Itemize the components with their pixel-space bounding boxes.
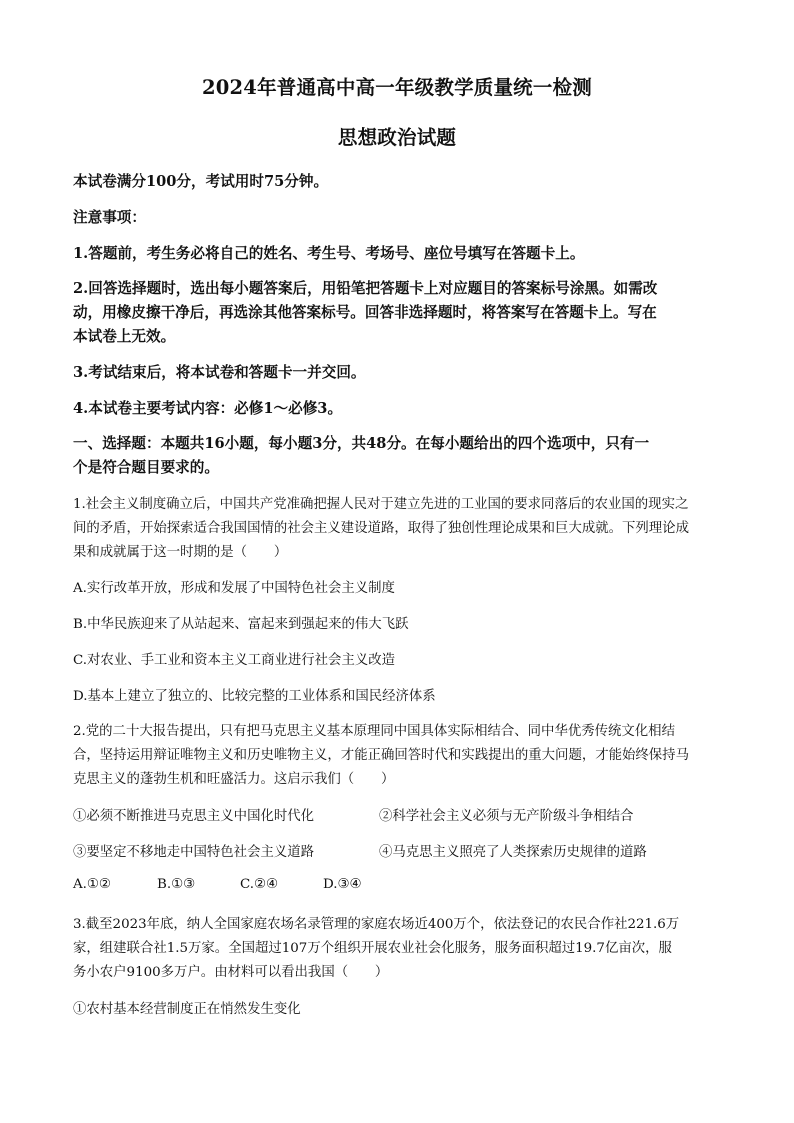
q1-stem-line-1: 1.社会主义制度确立后，中国共产党准确把握人民对于建立先进的工业国的要求同落后的农业国的现实之: [73, 497, 689, 512]
q2-statement-4: ④马克思主义照亮了人类探索历史规律的道路: [379, 845, 647, 860]
section-heading-line-1: 一、选择题：本题共16小题，每小题3分，共48分。在每小题给出的四个选项中，只有一: [73, 435, 650, 452]
note-item-2-line-3: 本试卷上无效。: [73, 328, 176, 345]
q1-option-a: A.实行改革开放，形成和发展了中国特色社会主义制度: [73, 581, 395, 596]
q2-statement-1: ①必须不断推进马克思主义中国化时代化: [73, 809, 315, 824]
q2-option-b: B.①③: [157, 877, 196, 892]
note-item-4: 4.本试卷主要考试内容：必修1～必修3。: [73, 400, 343, 417]
q3-stem-line-2: 家，组建联合社1.5万家。全国超过107万个组织开展农业社会化服务，服务面积超过19.7亿亩次，服: [73, 941, 672, 956]
exam-intro: 本试卷满分100分，考试用时75分钟。: [73, 173, 329, 190]
exam-subject: 思想政治试题: [337, 126, 457, 149]
q3-statement-1: ①农村基本经营制度正在悄然发生变化: [73, 1002, 301, 1017]
section-heading-line-2: 个是符合题目要求的。: [73, 459, 219, 476]
q1-option-c: C.对农业、手工业和资本主义工商业进行社会主义改造: [73, 653, 396, 668]
note-item-2-line-2: 动，用橡皮擦干净后，再选涂其他答案标号。回答非选择题时，将答案写在答题卡上。写在: [73, 304, 657, 321]
q2-option-d: D.③④: [323, 877, 362, 892]
note-item-2-line-1: 2.回答选择题时，选出每小题答案后，用铅笔把答题卡上对应题目的答案标号涂黑。如需改: [73, 280, 658, 297]
exam-title: 2024年普通高中高一年级教学质量统一检测: [202, 76, 592, 99]
q1-stem-line-2: 间的矛盾，开始探索适合我国国情的社会主义建设道路，取得了独创性理论成果和巨大成就。下列理论成: [73, 521, 689, 536]
q2-stem-line-1: 2.党的二十大报告提出，只有把马克思主义基本原理同中国具体实际相结合、同中华优秀传统文化相结: [73, 724, 675, 739]
q1-option-b: B.中华民族迎来了从站起来、富起来到强起来的伟大飞跃: [73, 617, 409, 632]
q2-statements-row-2: [73, 841, 733, 861]
note-item-1: 1.答题前，考生务必将自己的姓名、考生号、考场号、座位号填写在答题卡上。: [73, 245, 585, 262]
notes-heading: 注意事项：: [73, 209, 146, 226]
q2-statements-row-1: [73, 805, 733, 825]
q3-stem-line-3: 务小农户9100多万户。由材料可以看出我国（ ）: [73, 965, 389, 980]
q2-option-a: A.①②: [73, 877, 111, 892]
q2-statement-2: ②科学社会主义必须与无产阶级斗争相结合: [379, 809, 634, 824]
note-item-3: 3.考试结束后，将本试卷和答题卡一并交回。: [73, 364, 366, 381]
q1-stem-line-3: 果和成就属于这一时期的是（ ）: [73, 545, 288, 560]
q2-stem-line-3: 克思主义的蓬勃生机和旺盛活力。这启示我们（ ）: [73, 772, 395, 787]
q2-stem-line-2: 合，坚持运用辩证唯物主义和历史唯物主义，才能正确回答时代和实践提出的重大问题，才能始终保持马: [73, 748, 689, 763]
q3-stem-line-1: 3.截至2023年底，纳人全国家庭农场名录管理的家庭农场近400万个，依法登记的农民合作社221.6万: [73, 917, 680, 932]
q1-option-d: D.基本上建立了独立的、比较完整的工业体系和国民经济体系: [73, 689, 436, 704]
q2-statement-3: ③要坚定不移地走中国特色社会主义道路: [73, 845, 315, 860]
q2-options-row: [73, 877, 733, 897]
q2-option-c: C.②④: [240, 877, 279, 892]
